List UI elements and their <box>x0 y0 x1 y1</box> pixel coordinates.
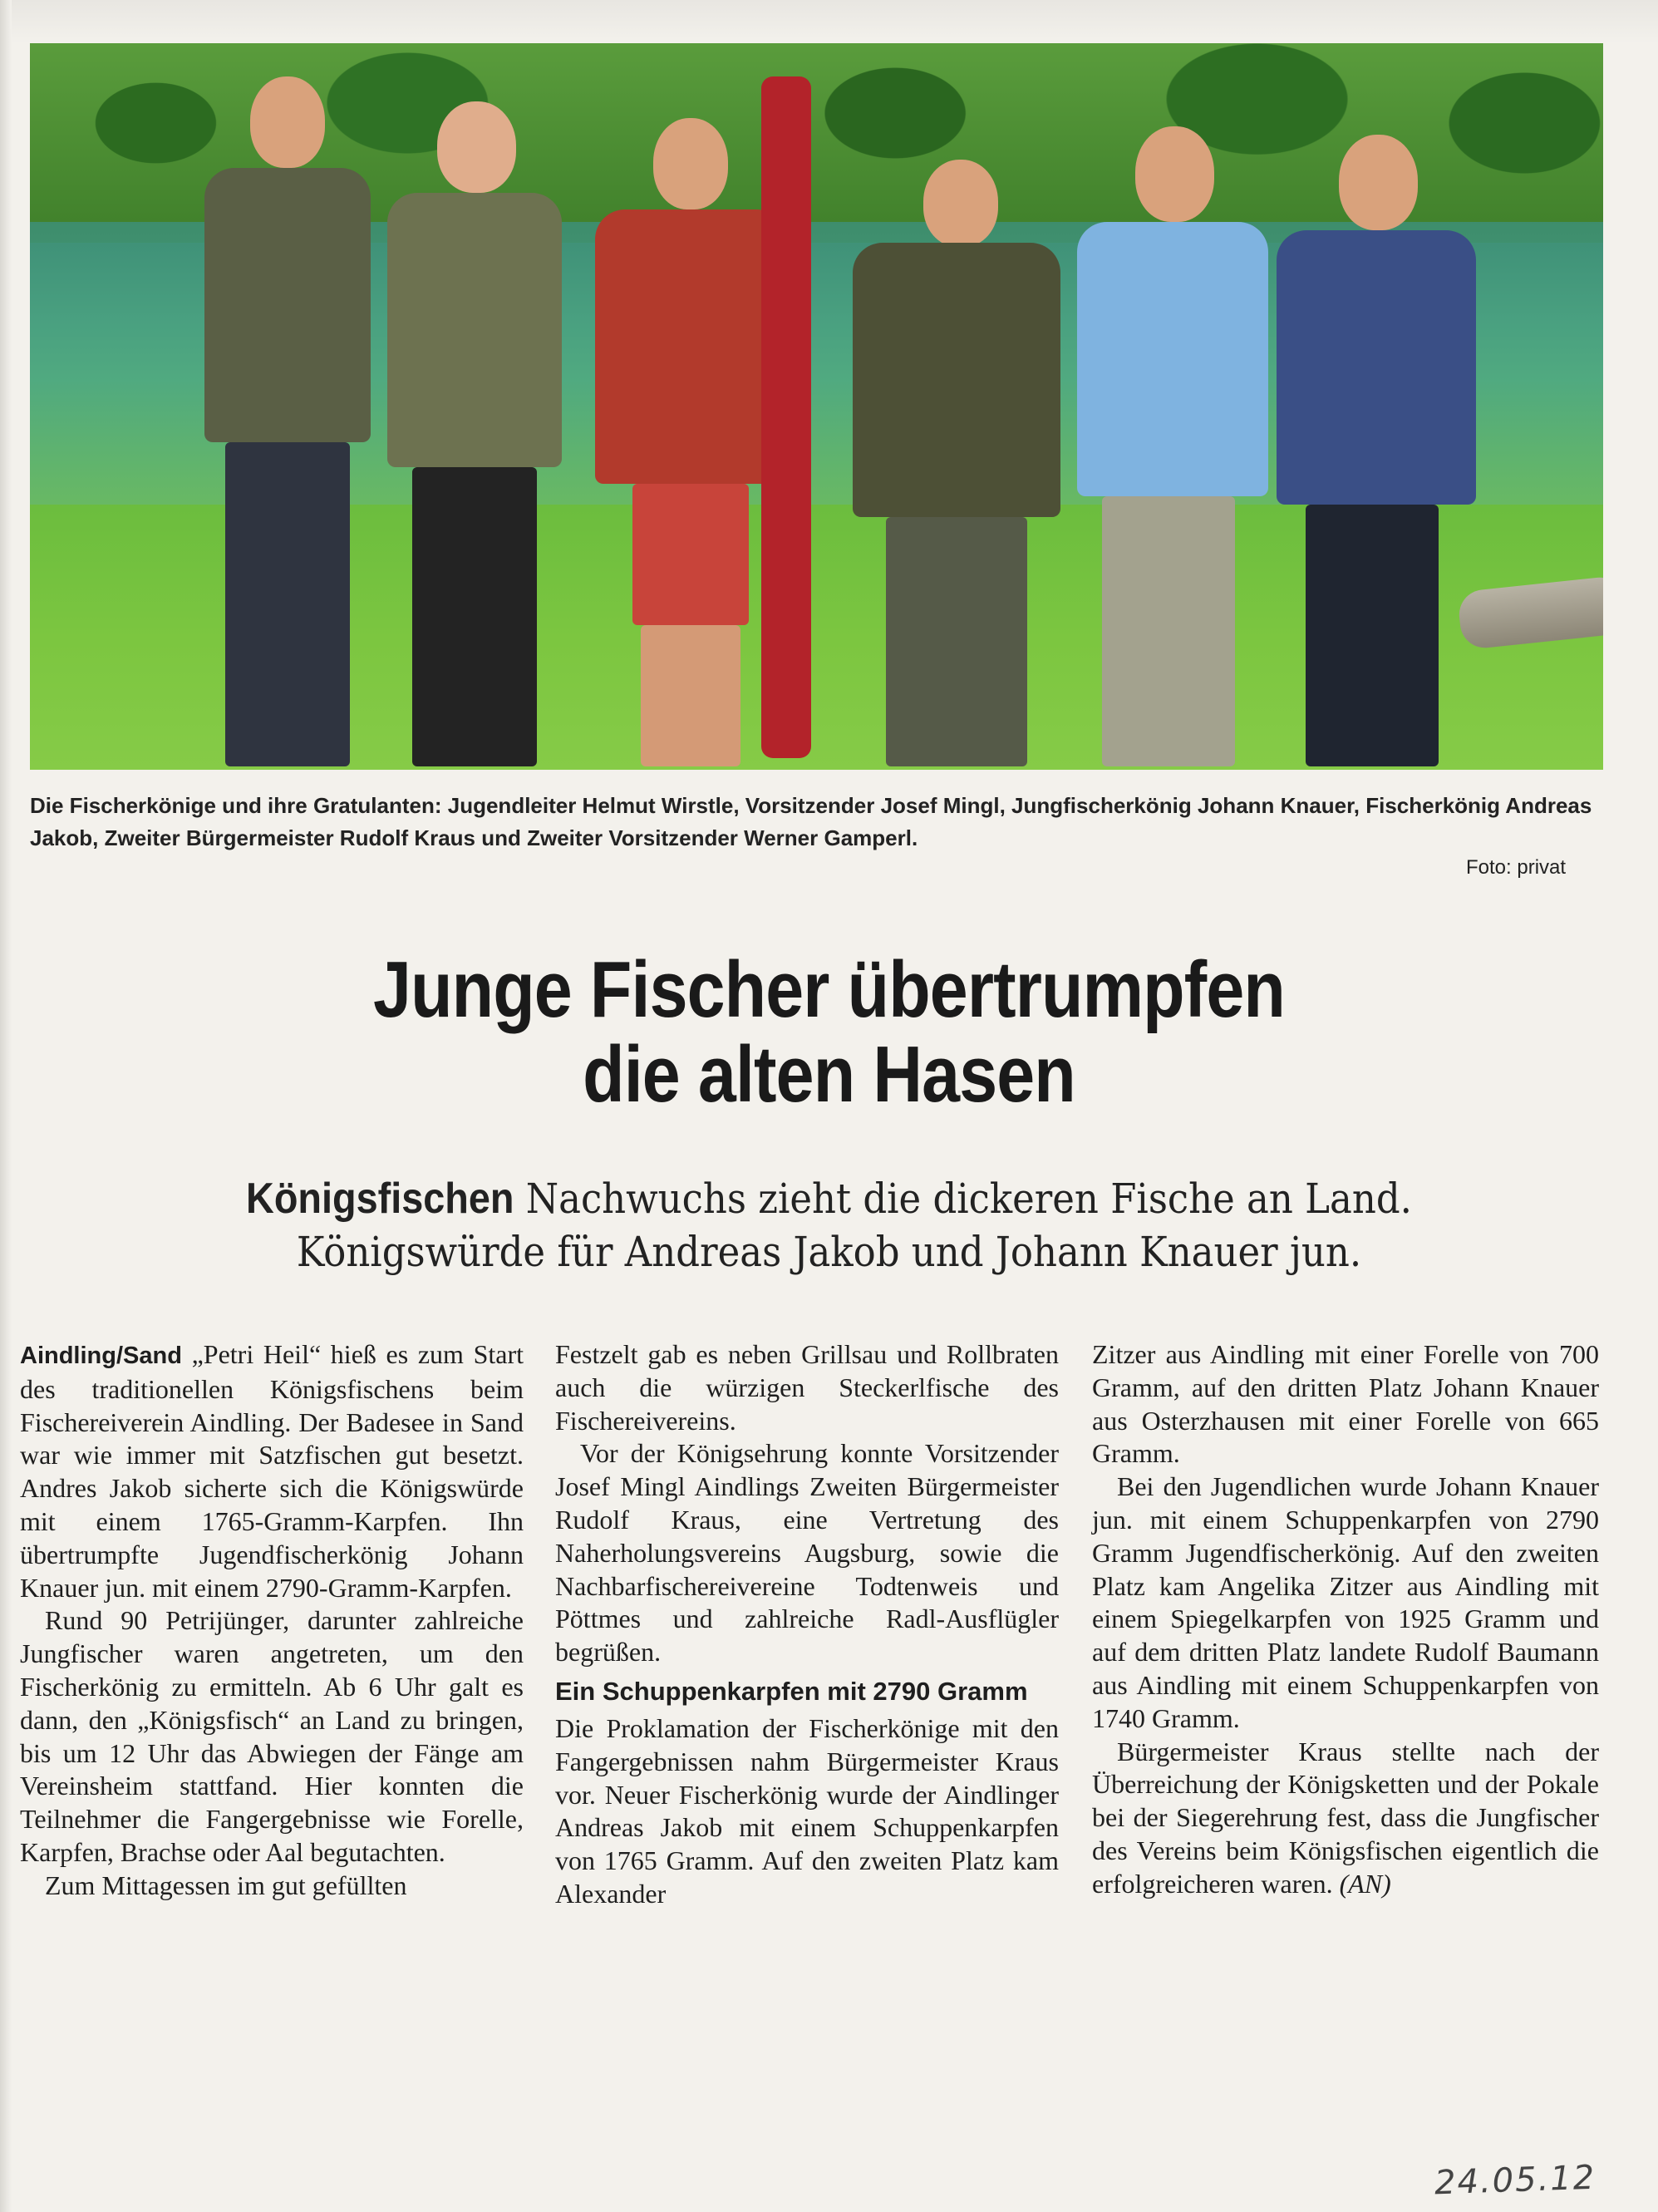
person-5 <box>1077 126 1268 766</box>
photo-log <box>1457 575 1603 651</box>
person-6 <box>1277 135 1476 766</box>
paragraph-2: Rund 90 Petrijünger, darunter zahlreiche Jungfischer waren angetreten, um den Fischerkönig zu ermitteln. Ab 6 Uhr galt es dann, den „Königsfisch“ an Land zu bringen, bis um 12 Uhr das Abwiegen der Fänge am Vereinsheim stattfand. Hier konnten die Teilnehmer die Fangergebnisse wie Forelle, Karpfen, Brachse oder Aal begutachten. <box>20 1605 524 1867</box>
photo-caption: Die Fischerkönige und ihre Gratulanten: Jugendleiter Helmut Wirstle, Vorsitzender Josef Mingl, Jungfischerkönig Johann Knauer, Fischerkönig Andreas Jakob, Zweiter Bürgermeister Rudolf Kraus und Zweiter Vorsitzender Werner Gamperl. <box>30 793 1592 850</box>
article-column-2 <box>555 1338 1059 1911</box>
handwritten-date: 24.05.12 <box>1434 2158 1597 2203</box>
fishing-rod-case <box>761 76 811 758</box>
paragraph-1 <box>20 1338 524 1604</box>
article-column-1 <box>20 1338 524 1903</box>
headline-line-2: die alten Hasen <box>583 1030 1075 1119</box>
subhead-text-1: Nachwuchs zieht die dickeren Fische an Land. <box>525 1175 1412 1223</box>
paragraph-7-text: Bürgermeister Kraus stellte nach der Überreichung der Königsketten und der Pokale bei der Siegerehrung fest, dass die Jungfischer des Vereins beim Königsfischen eigentlich die erfolgreicheren waren. <box>1092 1736 1599 1899</box>
author-signature: (AN) <box>1339 1868 1391 1899</box>
paragraph-5-end: Zitzer aus Aindling mit einer Forelle von 700 Gramm, auf den dritten Platz Johann Knauer aus Osterzhausen mit einer Forelle von 665 Gramm. <box>1092 1339 1599 1469</box>
subhead-line-1 <box>246 1175 1412 1223</box>
group-photo <box>30 43 1603 770</box>
article-subtitle: Ein Schuppenkarpfen mit 2790 Gramm <box>555 1676 1028 1706</box>
headline <box>188 945 1471 1119</box>
subheadline <box>128 1172 1531 1278</box>
paragraph-1-text: „Petri Heil“ hieß es zum Start des traditionellen Königsfischens beim Fischereiverein Aindling. Der Badesee in Sand war wie immer mit Satzfischen gut besetzt. Andres Jakob sicherte sich die Königswürde mit einem 1765-Gramm-Karpfen. Ihn übertrumpfte Jugendfischerkönig Johann Knauer jun. mit einem 2790-Gramm-Karpfen. <box>20 1339 524 1603</box>
headline-line-1: Junge Fischer übertrumpfen <box>373 945 1285 1034</box>
subhead-line-2: Königswürde für Andreas Jakob und Johann Knauer jun. <box>296 1228 1362 1276</box>
paragraph-3-start: Zum Mittagessen im gut gefüllten <box>45 1870 407 1900</box>
person-1 <box>204 76 371 766</box>
dateline: Aindling/Sand <box>20 1342 182 1369</box>
person-2 <box>387 101 562 766</box>
paragraph-3-end: Festzelt gab es neben Grillsau und Rollbraten auch die würzigen Steckerlfische des Fischereivereins. <box>555 1339 1059 1436</box>
paragraph-6: Bei den Jugendlichen wurde Johann Knauer jun. mit einem Schuppenkarpfen von 2790 Gramm Jugendfischerkönig. Auf den zweiten Platz kam Angelika Zitzer aus Aindling mit einem Spiegelkarpfen von 1925 Gramm und auf dem dritten Platz landete Rudolf Baumann aus Aindling mit einem Schuppenkarpfen von 1740 Gramm. <box>1092 1471 1599 1733</box>
subhead-kicker: Königsfischen <box>246 1175 514 1223</box>
paragraph-5-start: Die Proklamation der Fischerkönige mit den Fangergebnissen nahm Bürgermeister Kraus vor. Neuer Fischerkönig wurde der Aindlinger Andreas Jakob mit einem Schuppenkarpfen von 1765 Gramm. Auf den zweiten Platz kam Alexander <box>555 1712 1059 1909</box>
paragraph-7 <box>1092 1736 1599 1901</box>
article-column-3 <box>1092 1338 1599 1901</box>
scan-top-edge <box>0 0 1658 43</box>
paragraph-4: Vor der Königsehrung konnte Vorsitzender Josef Mingl Aindlings Zweiten Bürgermeister Rudolf Kraus, eine Vertretung des Naherholungsvereins Augsburg, sowie die Nachbarfischereivereine Todtenweis und Pöttmes und zahlreiche Radl-Ausflügler begrüßen. <box>555 1438 1059 1668</box>
person-3 <box>595 118 786 766</box>
scan-left-edge <box>0 0 12 2212</box>
person-4 <box>853 160 1060 766</box>
photo-credit: Foto: privat <box>1466 856 1567 879</box>
